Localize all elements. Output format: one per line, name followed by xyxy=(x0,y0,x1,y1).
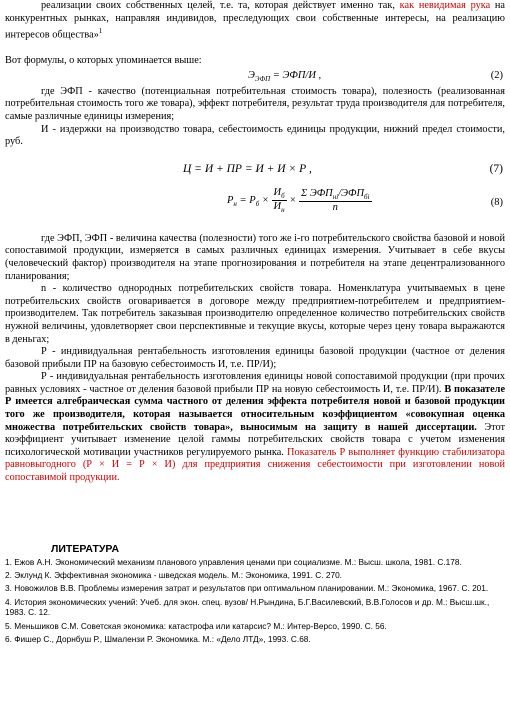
eq8-body: $Р_н = Р_б$ × $\frac{И_б}{И_н}$ × $\frac{\Sigma ЭФП_{нi}/ЭФП_{бi}}{n}$ xyxy=(227,186,370,214)
paper-page xyxy=(5,0,505,644)
reference-item: 3. Новожилов В.В. Проблемы измерения затрат и результатов при оптимальном планировании. М.: Экономика, 1967. С. 201. xyxy=(5,583,489,594)
eq8-number: (8) xyxy=(490,196,503,208)
paragraph-efp-b: где ЭФП, ЭФП - величина качества (полезности) того же i-го потребительского свойства базовой и новой сопоставимой продукции, измеряется в самых различных единицах измерения. Учитывает в себе вкусы (человеческий фактор) производителя на этапе прогнозирования и потребителя на этапе децентрализованного планирования; xyxy=(5,232,505,282)
footnote-marker: 1 xyxy=(98,27,103,36)
paragraph-rb: Р - индивидуальная рентабельность изготовления единицы базовой продукции (частное от деления базовой прибыли ПР на базовую себестоимость И, т.е. ПР/И); xyxy=(5,346,505,370)
text-rn-a: Р - индивидуальная рентабельность изготовления единицы новой сопоставимой продукции (при прочих равных условиях - частное от деления базовой прибыли ПР на новую себестоимость И, т.е. ПР/И). xyxy=(5,371,505,395)
eq2-body xyxy=(248,70,321,83)
paragraph-n: n - количество однородных потребительских свойств товара. Номенклатура учитываемых в цене потребительских свойств оговаривается в договоре между предприятием-потребителем и предприятием-производителем. Так потребитель заказывая производителю определенное количество потребительских свойств нужной величины, удовлетворяет свои перспективные и текущие вкусы, которые через цену товара выражаются в деньгах; xyxy=(5,283,505,345)
paragraph-i: И - издержки на производство товара, себестоимость единицы продукции, нижний предел стоимости, руб. xyxy=(5,123,505,148)
equation-8 xyxy=(5,183,505,233)
paragraph-formulas-intro: Вот формулы, о которых упоминается выше: xyxy=(5,55,202,67)
text-rn-red: Показатель Р выполняет функцию стабилизатора равновыгодного (Р × И = Р × И) для предприятия снижения себестоимости при изготовлении новой сопоставимой продукции. xyxy=(5,446,505,484)
eq2-sub: ЭФП xyxy=(254,74,271,83)
reference-item: 2. Эклунд К. Эффективная экономика - шведская модель. М.: Экономика, 1991. С. 270. xyxy=(5,570,342,581)
eq2-left: Э xyxy=(248,69,255,81)
text-top-a: реализации своих собственных целей, т.е. та, которая действует именно так, xyxy=(41,0,395,11)
eq8-frac-i: $\frac{И_б}{И_н}$ xyxy=(273,186,285,214)
references-list xyxy=(5,557,505,645)
eq2-right: = ЭФП/И , xyxy=(272,69,322,81)
reference-item: 1. Ежов А.Н. Экономический механизм планового управления ценами при социализме. М.: Высш. школа, 1981. С.178. xyxy=(5,556,462,567)
reference-item: 5. Меньшиков С.М. Советская экономика: катастрофа или катарсис? М.: Интер-Версо, 1990. С. 56. xyxy=(5,620,387,631)
literature-title: ЛИТЕРАТУРА xyxy=(51,542,120,555)
reference-item: 6. Фишер С., Дорнбуш Р., Шмалензи Р. Экономика. М.: «Дело ЛТД», 1993. С.68. xyxy=(5,634,311,645)
equation-2 xyxy=(5,70,505,86)
reference-item: 4. История экономических учений: Учеб. для экон. спец. вузов/ Н.Рындина, Б.Г.Василевский, В.В.Голосов и др. М.: Высш.шк., 1983. С. 12. xyxy=(5,596,490,618)
text-rn-bold: В показателе Р имеется алгебраическая сумма частного от деления эффекта потребителя новой и базовой продукции того же производителя, которая называется относительным коэффициентом «совокупная оценка множества потребительских свойств товара», выносимым на защиту в нашей диссертации. xyxy=(5,383,506,433)
text-rn-b: Этот коэффициент учитывает изменение целой гаммы потребительских свойств товара с учетом изменения психологической мотивации участников регулируемого рынка. xyxy=(5,421,505,458)
eq8-frac-sum: $\frac{\Sigma ЭФП_{нi}/ЭФП_{бi}}{n}$ xyxy=(301,187,370,213)
text-top-b: на конкурентных рынках, направляя индивидов, преследующих свои собственные интересы, на реализацию интересов общества» xyxy=(5,0,506,41)
eq7-body: Ц = И + ПР = И + И × Р , xyxy=(183,162,312,175)
paragraph-rn xyxy=(5,371,505,484)
text-invisible-hand: как невидимая рука xyxy=(399,0,491,11)
paragraph-top xyxy=(5,0,505,42)
equation-7 xyxy=(5,163,505,181)
eq7-number: (7) xyxy=(489,162,503,175)
eq2-number: (2) xyxy=(490,69,503,81)
paragraph-efp: где ЭФП - качество (потенциальная потребительная стоимость товара), полезность (реализованная потребительная стоимость того же товара), эффект потребителя, результат труда производителя для потребителя, самые различные единицы измерения; xyxy=(5,85,505,122)
